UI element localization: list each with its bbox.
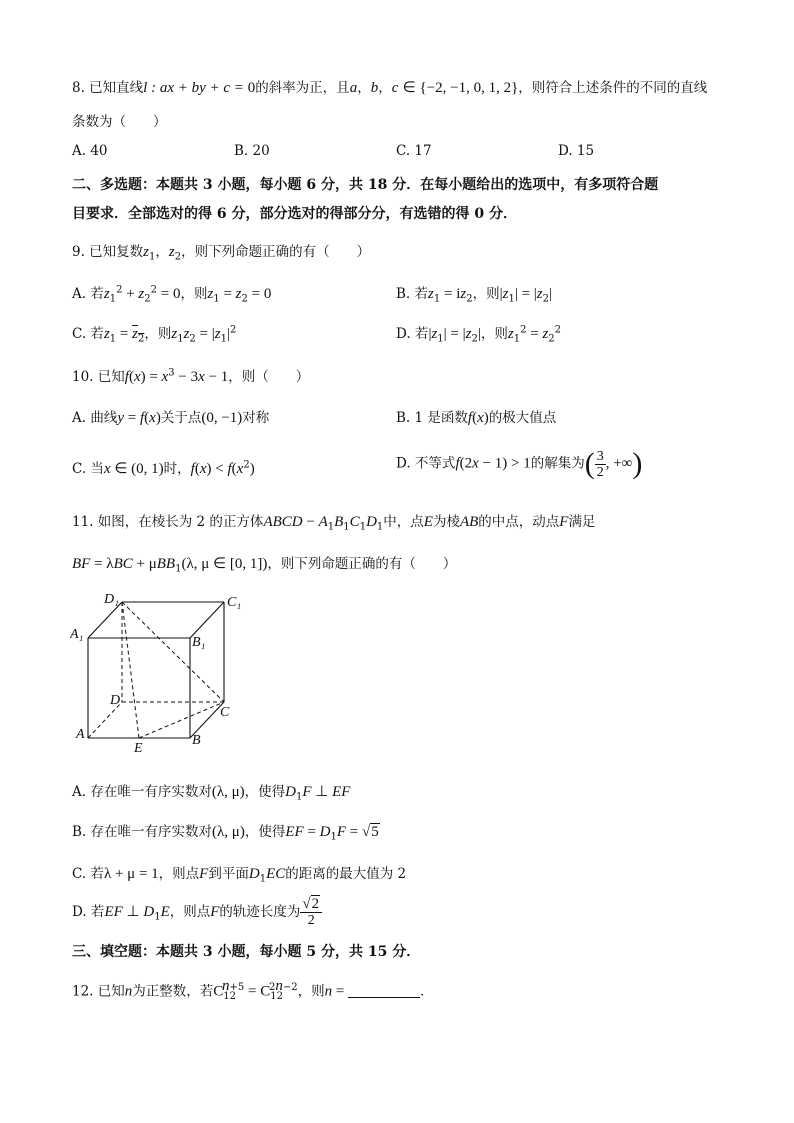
q9-option-b: B. 若$z_1 = iz_2$，则$|z_1| = |z_2|$ bbox=[396, 286, 553, 305]
section2-heading-line1: 二、多选题：本题共 3 小题，每小题 6 分，共 18 分．在每小题给出的选项中，有多项符合题 bbox=[72, 177, 659, 193]
label-e: E bbox=[134, 741, 143, 756]
q8-option-d: D. 15 bbox=[558, 143, 595, 159]
q11-a-mid: ，使得 bbox=[244, 784, 286, 800]
q11-option-d: D. 若EF ⊥ $D_1E$，则点F的轨迹长度为 $\frac{√2}{2}$ bbox=[72, 897, 322, 928]
q10-stem-pre: 10. 已知 bbox=[72, 369, 125, 385]
q10-d-mid: 的解集为 bbox=[530, 455, 585, 472]
q10-a-post: 对称 bbox=[242, 410, 270, 426]
q9-b-mid: ，则 bbox=[472, 286, 500, 302]
q8-stem-mid2: ，则符合上述条件的不同的直线 bbox=[518, 80, 708, 96]
q11-stem-mid1: 中，点 bbox=[383, 514, 424, 530]
segment-e-c bbox=[139, 702, 224, 738]
q11-b-mid: ，使得 bbox=[244, 824, 286, 840]
q8-option-a: A. 40 bbox=[72, 143, 108, 159]
q11-stem-pre: 11. 如图，在棱长为 2 的正方体 bbox=[72, 514, 264, 530]
q9-option-a: A. 若$z_1^2 + z_2^2 = 0$，则$z_1 = z_2 = 0$ bbox=[72, 284, 272, 305]
q11-d-mid: ，则点 bbox=[169, 904, 211, 920]
q10-b-pre: B. 1 是函数 bbox=[396, 410, 468, 426]
q11-c-mid2: 到平面 bbox=[208, 866, 249, 882]
section3-heading: 三、填空题：本题共 3 小题，每小题 5 分，共 15 分． bbox=[72, 944, 421, 960]
q10-d-pre: D. 不等式 bbox=[396, 455, 456, 472]
q11-stem-post: 满足 bbox=[568, 514, 596, 530]
q10-c-pre: C. 当 bbox=[72, 461, 104, 477]
q8-stem-line2: 条数为（ ） bbox=[72, 114, 167, 130]
label-d: D bbox=[110, 693, 121, 708]
label-a1: A₁ bbox=[70, 627, 84, 642]
q8-vars: a bbox=[349, 80, 358, 96]
q10-option-a: A. 曲线y = f(x)关于点(0, −1)对称 bbox=[72, 410, 270, 426]
q11-option-c: C. 若λ + μ = 1，则点F到平面$D_1EC$的距离的最大值为 2 bbox=[72, 866, 407, 885]
q8-option-c: C. 17 bbox=[396, 143, 432, 159]
q9-option-d: D. 若$|z_1| = |z_2|$，则$z_1^2 = z_2^2$ bbox=[396, 324, 562, 345]
q12-stem: 12. 已知n为正整数，若$C_{12}^{n+5} = C_{12}^{2n-2}$，则n = ． bbox=[72, 978, 434, 1003]
q10-option-c: C. 当x ∈ (0, 1)时，$f(x) < f(x^2)$ bbox=[72, 459, 255, 477]
q8-stem-line1: 8. 已知直线l : ax + by + c = 0的斜率为正，且a，b，c ∈ {−2, −1, 0, 1, 2}，则符合上述条件的不同的直线 bbox=[72, 80, 708, 96]
q9-stem-pre: 9. 已知复数 bbox=[72, 244, 144, 260]
q9-stem-post: ，则下列命题正确的有（ ） bbox=[181, 244, 371, 260]
q11-c-mid: ，则点 bbox=[158, 866, 200, 882]
section2-heading-line2: 目要求．全部选对的得 6 分，部分选对的得部分分，有选错的得 0 分． bbox=[72, 206, 517, 222]
q11-c-post: 的距离的最大值为 2 bbox=[285, 866, 407, 882]
q10-option-d: D. 不等式f(2x − 1) > 1的解集为( $\frac{3}{2}$ , +∞) bbox=[396, 447, 643, 480]
q11-b-text: B. 存在唯一有序实数对 bbox=[72, 824, 213, 840]
segment-d1-e bbox=[122, 602, 139, 738]
q12-mid2: ，则 bbox=[297, 983, 325, 1000]
q8-line-equation: l : ax + by + c = bbox=[143, 80, 248, 96]
q8-stem-pre: 8. 已知直线 bbox=[72, 80, 144, 96]
q8-set: ∈ {−2, −1, 0, 1, 2} bbox=[402, 80, 519, 96]
cube-figure bbox=[70, 588, 260, 758]
q9-c-pre: C. 若 bbox=[72, 326, 104, 342]
q11-a-text: A. 存在唯一有序实数对 bbox=[72, 784, 212, 800]
q10-a-pre: A. 曲线 bbox=[72, 410, 118, 426]
q9-b-pre: B. 若 bbox=[396, 286, 429, 302]
label-c: C bbox=[220, 705, 230, 720]
q9-c-mid: ，则 bbox=[144, 326, 172, 342]
q10-option-b: B. 1 是函数f(x)的极大值点 bbox=[396, 410, 557, 426]
q9-stem: 9. 已知复数$z_1$，$z_2$，则下列命题正确的有（ ） bbox=[72, 244, 371, 263]
q10-stem-post: ，则（ ） bbox=[228, 369, 310, 385]
q9-a-mid: ，则 bbox=[180, 286, 208, 302]
label-d1: D₁ bbox=[104, 592, 119, 607]
q9-d-mid: ，则 bbox=[480, 326, 508, 342]
q8-stem-mid1: 的斜率为正，且 bbox=[255, 80, 350, 96]
q10-b-post: 的极大值点 bbox=[488, 410, 557, 426]
q12-answer-blank[interactable] bbox=[348, 983, 420, 998]
q11-d-pre: D. 若 bbox=[72, 904, 105, 920]
q10-stem: 10. 已知$f(x) = x^3 - 3x - 1$，则（ ） bbox=[72, 367, 310, 385]
q9-option-c: C. 若$z_1 = \overline{z}_2$，则$z_1z_2 = |z_1|^2$ bbox=[72, 324, 237, 345]
q9-a-pre: A. 若 bbox=[72, 286, 104, 302]
q11-option-b: B. 存在唯一有序实数对(λ, μ)，使得EF = $D_1F = √5$ bbox=[72, 824, 379, 843]
edge-a1-d1 bbox=[88, 602, 122, 638]
q11-stem-mid2: 为棱 bbox=[432, 514, 460, 530]
q12-post: ． bbox=[420, 983, 434, 1000]
edge-b1-c1 bbox=[190, 602, 224, 638]
q11-stem-mid3: 的中点，动点 bbox=[478, 514, 560, 530]
q11-stem2-post: ，则下列命题正确的有（ ） bbox=[267, 556, 457, 572]
q12-mid: 为正整数，若 bbox=[132, 983, 214, 1000]
q9-d-pre: D. 若 bbox=[396, 326, 429, 342]
q11-stem-line2: BF = λBC + μBB$_1$(λ, μ ∈ [0, 1])，则下列命题正确的有（ ） bbox=[72, 556, 457, 575]
q10-a-mid: 关于点 bbox=[160, 410, 202, 426]
label-c1: C₁ bbox=[227, 595, 242, 610]
q11-option-a: A. 存在唯一有序实数对(λ, μ)，使得$D_1F$ ⊥ EF bbox=[72, 784, 351, 803]
q8-option-b: B. 20 bbox=[234, 143, 270, 159]
q10-c-mid: 时， bbox=[163, 461, 191, 477]
label-b: B bbox=[192, 733, 201, 748]
label-b1: B₁ bbox=[192, 635, 206, 650]
q11-c-pre: C. 若 bbox=[72, 866, 104, 882]
label-a: A bbox=[76, 727, 85, 742]
q11-stem-line1: 11. 如图，在棱长为 2 的正方体ABCD − $A_1B_1C_1D_1$中，点E为棱AB的中点，动点F满足 bbox=[72, 514, 596, 533]
q11-d-post: 的轨迹长度为 bbox=[219, 904, 301, 920]
segment-d1-c bbox=[122, 602, 224, 702]
q12-pre: 12. 已知 bbox=[72, 983, 125, 1000]
